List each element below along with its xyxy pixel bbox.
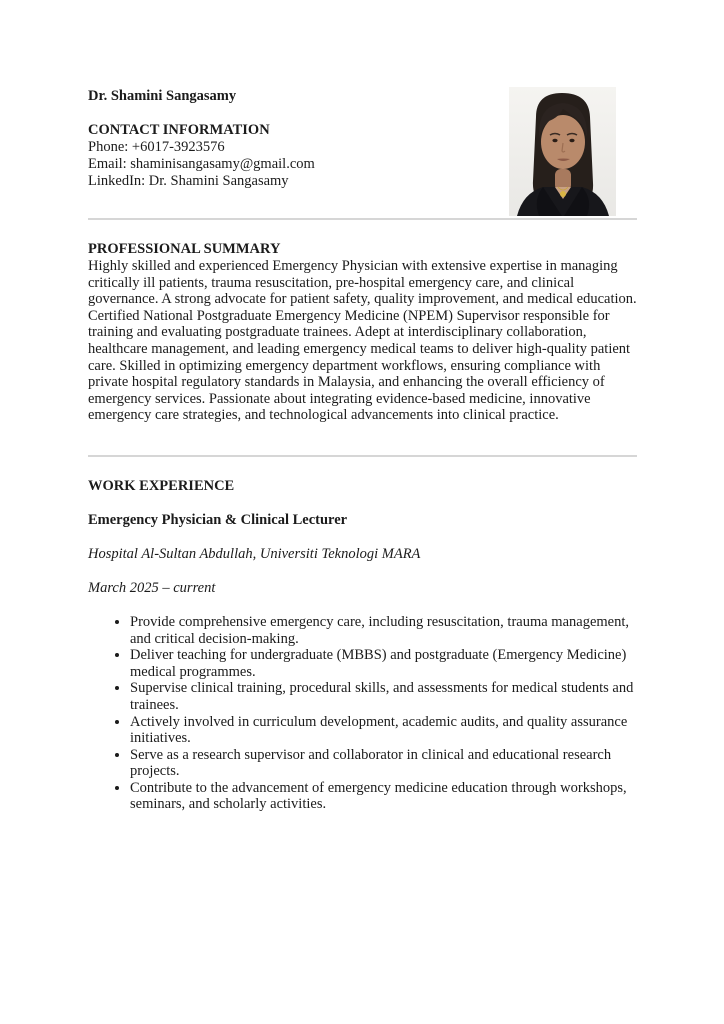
blank-line bbox=[88, 563, 637, 580]
blank-line bbox=[88, 495, 637, 512]
contact-phone: Phone: +6017-3923576 bbox=[88, 139, 225, 155]
job-duty-item: • Contribute to the advancement of emergency medicine education through workshops, seminars, and scholarly activities. bbox=[130, 780, 637, 813]
job-duty-item: • Provide comprehensive emergency care, including resuscitation, trauma management, and critical decision-making. bbox=[130, 614, 637, 647]
work-experience-heading: WORK EXPERIENCE bbox=[88, 477, 235, 494]
cv-content bbox=[88, 88, 637, 813]
job-title: Emergency Physician & Clinical Lecturer bbox=[88, 511, 348, 528]
blank-line bbox=[88, 597, 637, 614]
summary-paragraph: Highly skilled and experienced Emergency Physician with extensive expertise in managing critically ill patients, trauma resuscitation, pre-hospital emergency care, and clinical governance. A strong advocate for patient safety, quality improvement, and medical education. Certified National Postgraduate Emergency Medicine (NPEM) Supervisor responsible for training and evaluating postgraduate trainees. Adept at interdisciplinary collaboration, healthcare management, and leading emergency medical teams to deliver high-quality patient care. Skilled in optimizing emergency department workflows, ensuring compliance with private hospital regulatory standards in Malaysia, and enhancing the overall efficiency of emergency services. Passionate about integrating evidence-based medicine, innovative emergency care strategies, and technological advancements into clinical practice. bbox=[88, 258, 637, 424]
job-organization: Hospital Al-Sultan Abdullah, Universiti Teknologi MARA bbox=[88, 545, 421, 562]
contact-email: Email: shaminisangasamy@gmail.com bbox=[88, 156, 315, 172]
job-duty-item: • Actively involved in curriculum development, academic audits, and quality assurance initiatives. bbox=[130, 714, 637, 747]
blank-line bbox=[88, 105, 637, 122]
blank-line bbox=[88, 529, 637, 546]
job-duty-item: • Deliver teaching for undergraduate (MBBS) and postgraduate (Emergency Medicine) medical programmes. bbox=[130, 647, 637, 680]
contact-heading: CONTACT INFORMATION bbox=[88, 122, 270, 138]
section-divider bbox=[88, 218, 637, 220]
job-duty-item: • Serve as a research supervisor and collaborator in clinical and educational research projects. bbox=[130, 747, 637, 780]
contact-linkedin: LinkedIn: Dr. Shamini Sangasamy bbox=[88, 173, 289, 189]
section-divider bbox=[88, 455, 637, 457]
job-duty-item: • Supervise clinical training, procedural skills, and assessments for medical students and trainees. bbox=[130, 680, 637, 713]
summary-heading: PROFESSIONAL SUMMARY bbox=[88, 241, 281, 257]
job-period: March 2025 – current bbox=[88, 579, 216, 596]
job-duties-list bbox=[88, 614, 637, 813]
candidate-name: Dr. Shamini Sangasamy bbox=[88, 88, 237, 104]
